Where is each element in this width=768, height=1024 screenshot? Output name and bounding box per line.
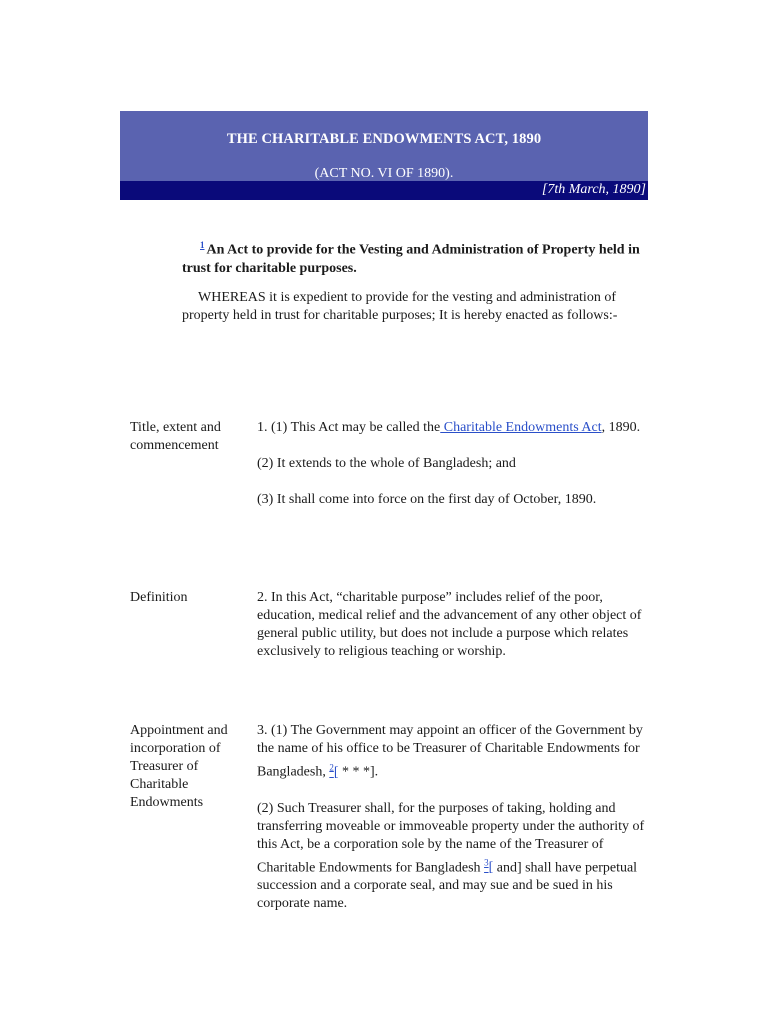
- act-title: THE CHARITABLE ENDOWMENTS ACT, 1890: [226, 131, 542, 147]
- section-1-para-3: (3) It shall come into force on the first day of October, 1890.: [257, 492, 597, 507]
- section-1-para-1: 1. (1) This Act may be called the Charitable Endowments Act, 1890.: [257, 420, 641, 435]
- long-title-text: An Act to provide for the Vesting and Administration of Property held in trust for charitable purposes.: [182, 242, 640, 276]
- charitable-endowments-act-link[interactable]: Charitable Endowments Act: [440, 420, 602, 435]
- preamble: [182, 289, 652, 325]
- section-2-para-1: 2. In this Act, “charitable purpose” includes relief of the poor, education, medical relief and the advancement of any other object of general public utility, but does not include a purpose which relates exclusively to religious teaching or worship.: [257, 590, 642, 659]
- long-title: [182, 236, 642, 278]
- section-1-para-2: (2) It extends to the whole of Bangladesh; and: [257, 456, 516, 471]
- act-header-banner: [120, 111, 648, 200]
- section-1-marginal-note: Title, extent and commencement: [130, 420, 221, 453]
- section-3-para-2: (2) Such Treasurer shall, for the purposes of taking, holding and transferring moveable or immoveable property under the authority of this Act, be a corporation sole by the name of the Treasurer of Charitable Endowments for Bangladesh $^3$[ and] shall have perpetual succession and a corporate seal, and may sue and be sued in his corporate name.: [257, 800, 645, 912]
- footnote-link-2[interactable]: $^2$[: [329, 762, 339, 780]
- section-3: [257, 722, 647, 931]
- act-number: (ACT NO. VI OF 1890).: [314, 166, 454, 181]
- preamble-text: WHEREAS it is expedient to provide for the vesting and administration of property held in trust for charitable purposes; It is hereby enacted as follows:-: [182, 290, 618, 323]
- section-3-para-1: 3. (1) The Government may appoint an officer of the Government by the name of his office to be Treasurer of Charitable Endowments for Bangladesh, $^2$[ * * *].: [257, 723, 643, 780]
- date-bar: [120, 181, 648, 200]
- section-2: [257, 589, 647, 679]
- section-1: [257, 419, 647, 527]
- section-2-marginal-note: Definition: [130, 590, 188, 605]
- footnote-link-3[interactable]: $^3$[: [484, 857, 494, 876]
- act-date: [7th March, 1890]: [541, 182, 646, 197]
- section-3-marginal-note: Appointment and incorporation of Treasurer of Charitable Endowments: [130, 723, 228, 810]
- footnote-link-1[interactable]: 1: [200, 240, 205, 250]
